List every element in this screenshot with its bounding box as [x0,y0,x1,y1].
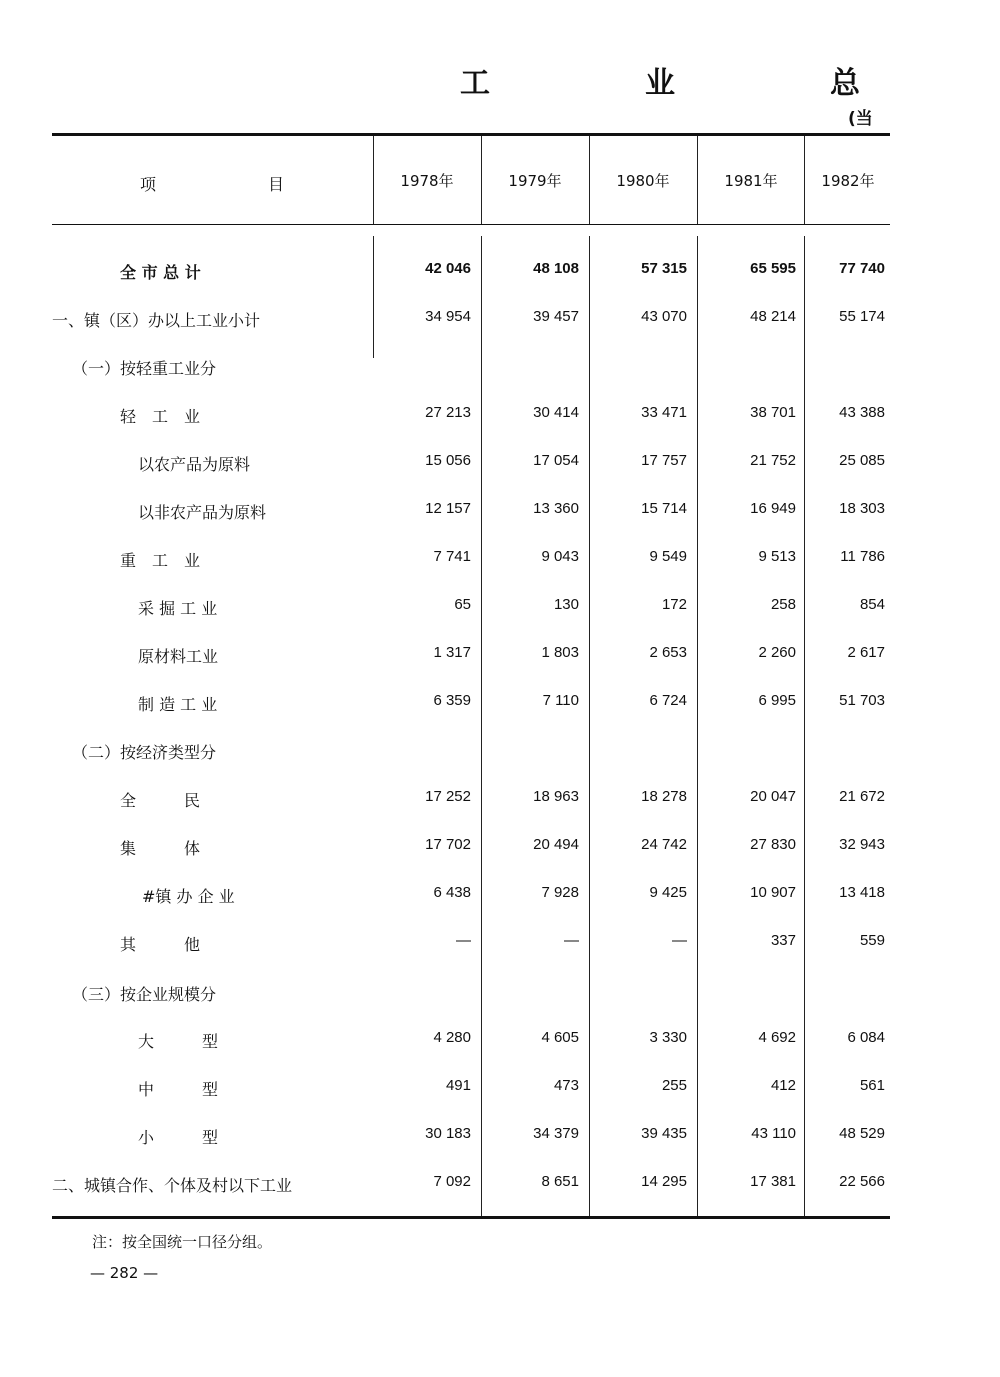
cell-value: 48 529 [839,1125,885,1142]
cell-value: 34 379 [533,1125,579,1142]
header-year: 1980年 [616,172,670,190]
cell-value: 8 651 [541,1173,579,1190]
row-label: 小 型 [138,1128,219,1147]
cell-value: 9 549 [649,548,687,565]
cell-value: 30 414 [533,404,579,421]
cell-value: 32 943 [839,836,885,853]
cell-value: 6 995 [758,692,796,709]
row-label: 其 他 [120,935,201,954]
row-label: 全 民 [120,791,201,810]
row-label: 采 掘 工 业 [138,599,218,618]
cell-value: 30 183 [425,1125,471,1142]
cell-value: 24 742 [641,836,687,853]
cell-value: 17 381 [750,1173,796,1190]
row-label: 重 工 业 [120,551,201,570]
cell-value: 2 617 [847,644,885,661]
column-divider [481,136,482,224]
cell-value: 21 752 [750,452,796,469]
table-row [0,596,1000,644]
cell-value: 172 [661,596,687,613]
table-row [0,500,1000,548]
cell-value: 491 [445,1077,471,1094]
table-row [0,260,1000,308]
table-row [0,308,1000,356]
header-item-label: 项 目 [140,175,285,194]
cell-value: 34 954 [425,308,471,325]
cell-value: 6 438 [433,884,471,901]
cell-value: 255 [661,1077,687,1094]
table-row [0,836,1000,884]
cell-value: 18 278 [641,788,687,805]
cell-value: 559 [859,932,885,949]
cell-value: 18 963 [533,788,579,805]
cell-value: — [564,932,579,949]
row-label: #镇 办 企 业 [142,887,235,906]
row-label: 二、城镇合作、个体及村以下工业 [52,1176,293,1195]
header-year: 1979年 [508,172,562,190]
cell-value: 15 714 [641,500,687,517]
cell-value: 43 388 [839,404,885,421]
column-divider [589,136,590,224]
table-row [0,452,1000,500]
cell-value: 337 [770,932,796,949]
page-title [460,58,880,101]
title-char: 业 [645,66,675,101]
row-label: 一、镇（区）办以上工业小计 [52,311,261,330]
table-row [0,1077,1000,1125]
table-top-rule [52,133,890,136]
cell-value: 7 928 [541,884,579,901]
cell-value: 3 330 [649,1029,687,1046]
cell-value: 412 [770,1077,796,1094]
column-divider [373,136,374,224]
row-label: 制 造 工 业 [138,695,218,714]
cell-value: — [672,932,687,949]
table-row [0,740,1000,788]
cell-value: 2 260 [758,644,796,661]
cell-value: 17 702 [425,836,471,853]
column-divider [697,136,698,224]
cell-value: 48 108 [533,260,579,277]
table-row [0,884,1000,932]
row-label: 以非农产品为原料 [138,503,267,522]
cell-value: 9 425 [649,884,687,901]
table-row [0,1173,1000,1221]
table-row [0,1029,1000,1077]
table-row [0,788,1000,836]
cell-value: 77 740 [839,260,885,277]
cell-value: 38 701 [750,404,796,421]
cell-value: 18 303 [839,500,885,517]
cell-value: 43 110 [751,1125,796,1142]
header-year: 1978年 [400,172,454,190]
cell-value: 4 605 [541,1029,579,1046]
cell-value: 1 317 [433,644,471,661]
cell-value: 15 056 [425,452,471,469]
cell-value: 9 043 [541,548,579,565]
cell-value: 6 724 [649,692,687,709]
table-row [0,404,1000,452]
cell-value: 130 [553,596,579,613]
cell-value: 57 315 [641,260,687,277]
cell-value: 473 [553,1077,579,1094]
cell-value: 14 295 [641,1173,687,1190]
page-number: — 282 — [90,1264,159,1282]
table-row [0,982,1000,1030]
cell-value: 27 830 [750,836,796,853]
row-label: 大 型 [138,1032,219,1051]
cell-value: 10 907 [750,884,796,901]
table-row [0,356,1000,404]
cell-value: 55 174 [839,308,885,325]
row-label: （三）按企业规模分 [72,985,217,1004]
table-row [0,1125,1000,1173]
cell-value: 561 [859,1077,885,1094]
cell-value: 39 435 [641,1125,687,1142]
title-char: 总 [830,66,860,101]
cell-value: 43 070 [641,308,687,325]
cell-value: 25 085 [839,452,885,469]
header-year: 1981年 [724,172,778,190]
row-label: （一）按轻重工业分 [72,359,217,378]
cell-value: 12 157 [425,500,471,517]
cell-value: 6 084 [847,1029,885,1046]
table-row [0,548,1000,596]
cell-value: 22 566 [839,1173,885,1190]
row-label: 原材料工业 [138,647,219,666]
cell-value: 27 213 [425,404,471,421]
header-year: 1982年 [821,172,875,190]
table-row [0,692,1000,740]
cell-value: 20 047 [750,788,796,805]
row-label: （二）按经济类型分 [72,743,217,762]
row-label: 以农产品为原料 [138,455,251,474]
cell-value: 6 359 [433,692,471,709]
cell-value: 65 595 [750,260,796,277]
cell-value: 51 703 [839,692,885,709]
cell-value: 7 092 [433,1173,471,1190]
cell-value: 854 [859,596,885,613]
cell-value: 20 494 [533,836,579,853]
cell-value: 2 653 [649,644,687,661]
cell-value: 42 046 [425,260,471,277]
unit-note: (当 [848,109,873,129]
cell-value: 7 741 [433,548,471,565]
cell-value: 258 [770,596,796,613]
cell-value: 48 214 [750,308,796,325]
row-label: 集 体 [120,839,201,858]
row-label: 中 型 [138,1080,219,1099]
cell-value: 7 110 [542,692,579,709]
cell-value: 17 757 [641,452,687,469]
cell-value: 17 252 [425,788,471,805]
cell-value: 39 457 [533,308,579,325]
cell-value: — [456,932,471,949]
footnote: 注：按全国统一口径分组。 [92,1233,273,1251]
table-header-rule [52,224,890,225]
cell-value: 21 672 [839,788,885,805]
cell-value: 9 513 [758,548,796,565]
cell-value: 65 [454,596,471,613]
cell-value: 4 692 [758,1029,796,1046]
table-row [0,932,1000,980]
cell-value: 13 418 [839,884,885,901]
cell-value: 17 054 [533,452,579,469]
cell-value: 13 360 [533,500,579,517]
row-label: 全 市 总 计 [120,263,201,282]
cell-value: 16 949 [750,500,796,517]
row-label: 轻 工 业 [120,407,201,426]
cell-value: 11 786 [840,548,885,565]
title-char: 工 [460,66,490,101]
cell-value: 33 471 [641,404,687,421]
table-row [0,644,1000,692]
cell-value: 4 280 [433,1029,471,1046]
cell-value: 1 803 [541,644,579,661]
